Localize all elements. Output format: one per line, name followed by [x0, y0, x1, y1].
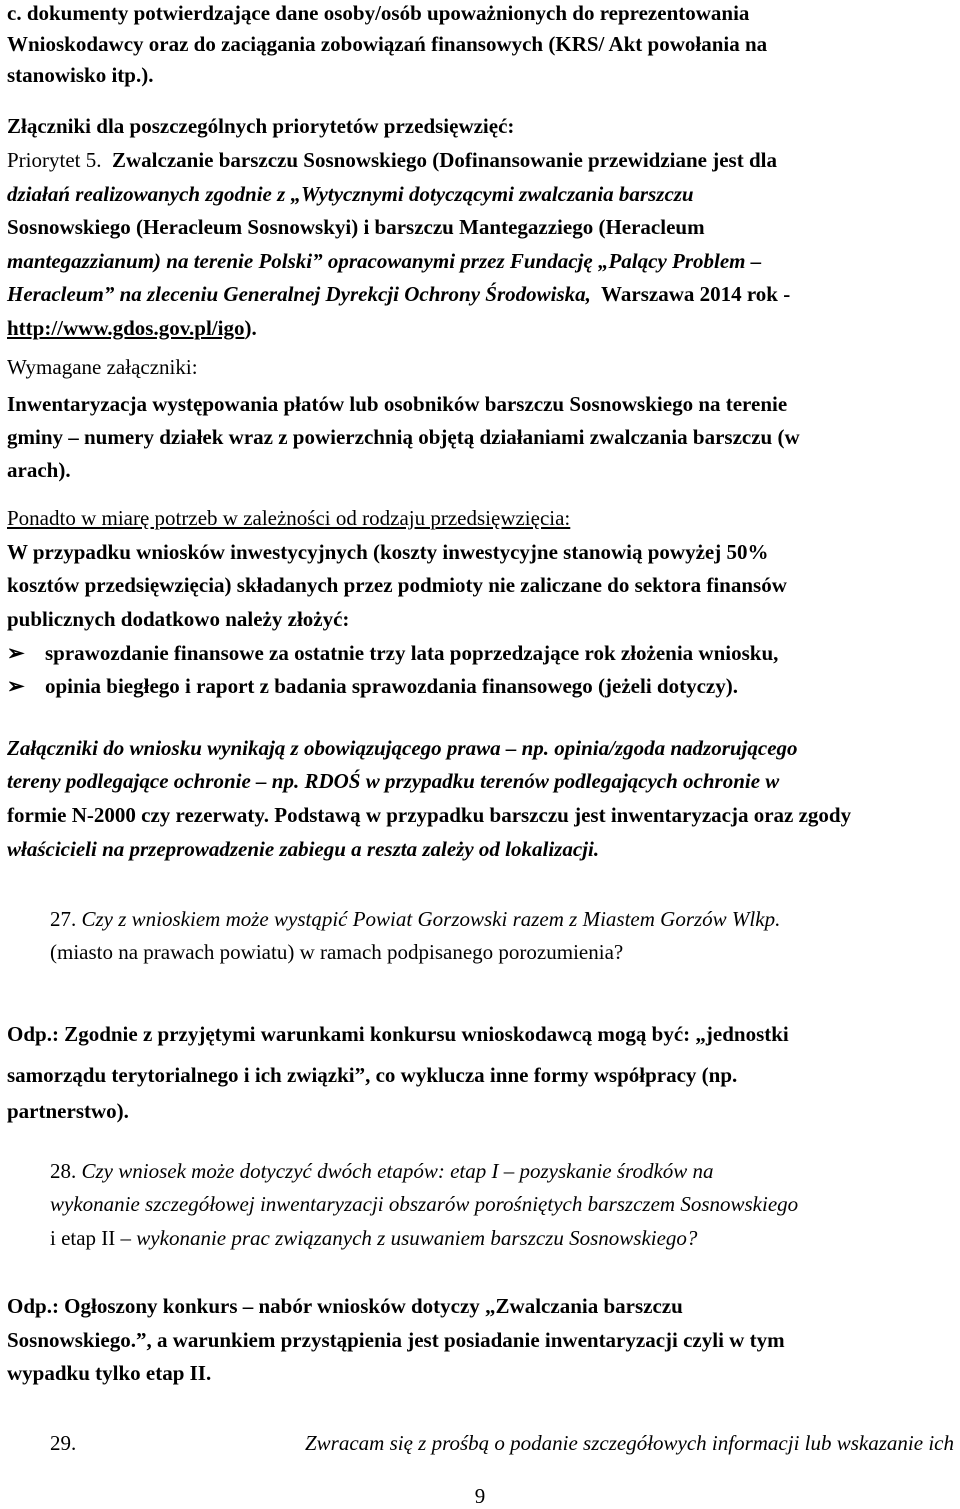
page-number: 9	[474, 1484, 486, 1508]
answer-28: Odp.: Ogłoszony konkurs – nabór wniosków dotyczy „Zwalczania barszczu	[7, 1294, 683, 1318]
text-line: gminy – numery działek wraz z powierzchnią objętą działaniami zwalczania barszczu (w	[7, 425, 800, 449]
text-line: Heracleum” na zleceniu Generalnej Dyrekcji Ochrony Środowiska, Warszawa 2014 rok -	[7, 282, 791, 306]
text-line: c. dokumenty potwierdzające dane osoby/osób upoważnionych do reprezentowania	[7, 1, 750, 25]
text-line: tereny podlegające ochronie – np. RDOŚ w przypadku terenów podlegających ochronie w	[7, 769, 780, 793]
text-line: samorządu terytorialnego i ich związki”, co wyklucza inne formy współpracy (np.	[7, 1063, 738, 1087]
text-line: Załączniki do wniosku wynikają z obowiązującego prawa – np. opinia/zgoda nadzorującego	[7, 736, 798, 760]
text-line: stanowisko itp.).	[7, 63, 154, 87]
text-line: kosztów przedsięwzięcia) składanych przez podmioty nie zaliczane do sektora finansów	[7, 573, 787, 597]
gdos-link[interactable]: http://www.gdos.gov.pl/igo	[7, 316, 245, 340]
text-line: formie N-2000 czy rezerwaty. Podstawą w przypadku barszczu jest inwentaryzacja oraz zgody	[7, 803, 852, 827]
section-heading: Złączniki dla poszczególnych priorytetów przedsięwzięć:	[7, 114, 515, 138]
arrow-bullet-icon: ➢	[7, 641, 25, 665]
list-item: ➢ opinia biegłego i raport z badania sprawozdania finansowego (jeżeli dotyczy).	[7, 674, 738, 698]
arrow-bullet-icon: ➢	[7, 674, 25, 698]
question-28: 28. Czy wniosek może dotyczyć dwóch etapów: etap I – pozyskanie środków na	[50, 1159, 714, 1183]
section-heading: Ponadto w miarę potrzeb w zależności od rodzaju przedsięwzięcia:	[7, 506, 571, 530]
text-line: Sosnowskiego (Heracleum Sosnowskyi) i barszczu Mantegazziego (Heracleum	[7, 215, 705, 239]
text-line: działań realizowanych zgodnie z „Wytycznymi dotyczącymi zwalczania barszczu	[7, 182, 694, 206]
question-29: 29. Zwracam się z prośbą o podanie szczegółowych informacji lub wskazanie ich	[50, 1431, 954, 1455]
text-line: mantegazzianum) na terenie Polski” opracowanymi przez Fundację „Palący Problem –	[7, 249, 762, 273]
text-line: W przypadku wniosków inwestycyjnych (koszty inwestycyjne stanowią powyżej 50%	[7, 540, 769, 564]
text-line: http://www.gdos.gov.pl/igo).	[7, 316, 257, 340]
question-27: 27. Czy z wnioskiem może wystąpić Powiat Gorzowski razem z Miastem Gorzów Wlkp.	[50, 907, 781, 931]
text-line: Priorytet 5. Zwalczanie barszczu Sosnowskiego (Dofinansowanie przewidziane jest dla	[7, 148, 777, 172]
text-line: partnerstwo).	[7, 1099, 129, 1123]
text-line: arach).	[7, 458, 71, 482]
text-line: Wnioskodawcy oraz do zaciągania zobowiązań finansowych (KRS/ Akt powołania na	[7, 32, 768, 56]
list-item: ➢ sprawozdanie finansowe za ostatnie trzy lata poprzedzające rok złożenia wniosku,	[7, 641, 779, 665]
text-line: wypadku tylko etap II.	[7, 1361, 212, 1385]
text-line: Wymagane załączniki:	[7, 355, 198, 379]
text-line: Inwentaryzacja występowania płatów lub osobników barszczu Sosnowskiego na terenie	[7, 392, 788, 416]
text-line: Sosnowskiego.”, a warunkiem przystąpienia jest posiadanie inwentaryzacji czyli w tym	[7, 1328, 785, 1352]
answer-27: Odp.: Zgodnie z przyjętymi warunkami konkursu wnioskodawcą mogą być: „jednostki	[7, 1022, 789, 1046]
text-line: właścicieli na przeprowadzenie zabiegu a reszta zależy od lokalizacji.	[7, 837, 600, 861]
text-line: publicznych dodatkowo należy złożyć:	[7, 607, 350, 631]
text-line: (miasto na prawach powiatu) w ramach podpisanego porozumienia?	[50, 940, 624, 964]
text-line: wykonanie szczegółowej inwentaryzacji obszarów porośniętych barszczem Sosnowskiego	[50, 1192, 799, 1216]
text-line: i etap II – wykonanie prac związanych z usuwaniem barszczu Sosnowskiego?	[50, 1226, 698, 1250]
